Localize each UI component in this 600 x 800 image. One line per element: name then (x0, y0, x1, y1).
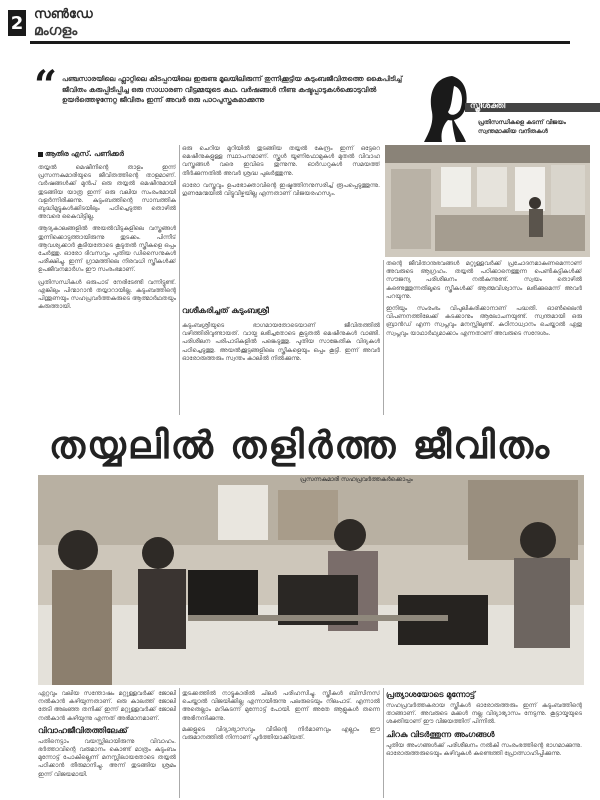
paragraph: പുതിയ അംഗങ്ങൾക്ക് പരിശീലനം നൽകി സംരംഭത്തിന്റെ ഭാഗമാക്കുന്നു. ഓരോരുത്തരുടെയും കഴിവുകൾ കണ്ടെത്തി പ്രോത്സാഹിപ്പിക്കുന്നു. (386, 741, 582, 757)
paragraph: മക്കളുടെ വിദ്യാഭ്യാസവും വീടിന്റെ നിർമാണവും എല്ലാം ഈ വരുമാനത്തിൽ നിന്നാണ് പൂർത്തിയാക്കിയത്. (182, 725, 380, 742)
article-column-2 (182, 145, 380, 267)
paragraph: തയ്യൽ മെഷീനിന്റെ താളം ഇന്ന് പ്രസന്നകുമാരിയുടെ ജീവിതത്തിന്റെ താളമാണ്. വർഷങ്ങൾക്ക് മുൻപ് ഒരു തയ്യൽ മെഷീനുമായി തുടങ്ങിയ യാത്ര ഇന്ന് ഒരു വലിയ സംരംഭമായി വളർന്നിരിക്കുന്നു. കുടുംബത്തിന്റെ സാമ്പത്തിക ബുദ്ധിമുട്ടുകൾക്കിടയിലും പഠിച്ചെടുത്ത തൊഴിൽ അവരെ കൈവിട്ടില്ല. (38, 164, 176, 221)
shop-photo-image (385, 145, 590, 257)
paragraph: തുടക്കത്തിൽ നാട്ടുകാരിൽ ചിലർ പരിഹസിച്ചു. സ്ത്രീകൾ ബിസിനസ് ചെയ്താൽ വിജയിക്കില്ല എന്നായിരുന്നു പലരുടെയും നിലപാട്. എന്നാൽ അതെല്ലാം മറികടന്ന് മുന്നോട്ട് പോയി. ഇന്ന് അതേ ആളുകൾ തന്നെ അഭിനന്ദിക്കുന്നു. (182, 690, 380, 722)
article-column-1 (38, 164, 176, 416)
quote-mark-icon: “ (34, 62, 58, 109)
column-rule (383, 688, 384, 798)
photo-caption: പ്രസന്നകുമാരി സഹപ്രവർത്തകർക്കൊപ്പം (300, 476, 413, 483)
column-rule (179, 688, 180, 798)
paragraph: പതിനെട്ടാം വയസ്സിലായിരുന്നു വിവാഹം. ഭർത്താവിന്റെ വരുമാനം കൊണ്ട് മാത്രം കുടുംബം മുന്നോട്ട് പോകില്ലെന്ന് മനസ്സിലായതോടെ തയ്യൽ പഠിക്കാൻ തീരുമാനിച്ചു. അന്ന് തുടങ്ങിയ ശ്രമം ഇന്ന് വിജയമായി. (38, 737, 176, 778)
column-rule (383, 260, 384, 415)
shop-photo (385, 145, 590, 257)
paragraph: ഓരോ വസ്ത്രവും ഉപഭോക്താവിന്റെ ഇഷ്ടത്തിനനുസരിച്ച് രൂപപ്പെടുത്തുന്നു. ഗുണമേന്മയിൽ വിട്ടുവീഴ്ചയില്ല എന്നതാണ് വിജയരഹസ്യം. (182, 181, 380, 198)
article-column-3 (386, 260, 582, 412)
masthead (30, 5, 570, 44)
column-rule (179, 145, 180, 415)
article-column-2b (182, 322, 380, 412)
tailoring-photo-image (38, 475, 584, 685)
subhead: ചിറകു വിടർത്തുന്ന അംഗങ്ങൾ (386, 729, 495, 739)
brand-line-2: മംഗളം (34, 23, 78, 39)
paragraph: സഹപ്രവർത്തകരായ സ്ത്രീകൾ ഓരോരുത്തരും ഇന്ന് കുടുംബത്തിന്റെ താങ്ങാണ്. അവരുടെ മക്കൾ നല്ല വിദ്യാഭ്യാസം നേടുന്നു. കൂട്ടായ്മയുടെ ശക്തിയാണ് ഈ വിജയത്തിന് പിന്നിൽ. (386, 702, 582, 726)
paragraph: തന്റെ ജീവിതാനുഭവങ്ങൾ മറ്റുള്ളവർക്ക് പ്രചോദനമാകണമെന്നാണ് അവരുടെ ആഗ്രഹം. തയ്യൽ പഠിക്കാനെത്തുന്ന പെൺകുട്ടികൾക്ക് സൗജന്യ പരിശീലനം നൽകുന്നുണ്ട്. സ്വയം തൊഴിൽ കണ്ടെത്തുന്നതിലൂടെ സ്ത്രീകൾക്ക് ആത്മവിശ്വാസം ലഭിക്കുമെന്ന് അവർ പറയുന്നു. (386, 260, 582, 300)
subhead: വശീകരിച്ചത് കുടുംബശ്രീ (182, 306, 269, 315)
paragraph: ഒരു ചെറിയ മുറിയിൽ തുടങ്ങിയ തയ്യൽ കേന്ദ്രം ഇന്ന് ഒട്ടേറെ മെഷീനുകളുള്ള സ്ഥാപനമാണ്. സ്കൂൾ യൂണിഫോമുകൾ മുതൽ വിവാഹ വസ്ത്രങ്ങൾ വരെ ഇവിടെ തുന്നുന്നു. ഓർഡറുകൾ സമയത്ത് തീർക്കുന്നതിൽ അവർ ശ്രദ്ധ പുലർത്തുന്നു. (182, 145, 380, 177)
brand-line-1: സൺഡേ (34, 7, 93, 22)
subhead: വിവാഹജീവിതത്തിലേക്ക് (38, 725, 128, 735)
tailoring-photo (38, 475, 584, 685)
byline-bullet-icon (38, 152, 43, 157)
paragraph: പ്രതിസന്ധികൾ ഒരുപാട് നേരിടേണ്ടി വന്നിട്ടുണ്ട്. എങ്കിലും പിന്മാറാൻ തയ്യാറായില്ല. കുടുംബത്തിന്റെ പിന്തുണയും സഹപ്രവർത്തകരുടെ ആത്മാർഥതയും കരുത്തായി. (38, 278, 176, 311)
intro-deck: പഞ്ചസാരയിലെ ഫ്ലാറ്റിലെ കിടപ്പറയിലെ ഇരുണ്ട മൂലയിലിരുന്ന് തുന്നിക്കൂട്ടിയ കുടുംബജീവിതത്തെ കൈപിടിച്ച് ജീവിതം കരുപ്പിടിപ്പിച്ച ഒരു സാധാരണ വീട്ടമ്മയുടെ കഥ. വർഷങ്ങൾ നീണ്ട കഷ്ടപ്പാടുകൾക്കൊടുവിൽ ഉയർത്തെഴുന്നേറ്റ ജീവിതം ഇന്ന് അവർ ഒരു പാഠപുസ്തകമാക്കുന്നു (62, 75, 403, 104)
main-headline: തയ്യലിൽ തളിർത്ത ജീവിതം (48, 422, 552, 467)
subhead: പ്രത്യാശയോടെ മുന്നോട്ട് (386, 690, 476, 699)
bottom-column-3 (386, 690, 582, 798)
bottom-column-2 (182, 690, 380, 798)
side-feature-title: സ്ത്രീശക്തി (470, 101, 506, 110)
side-feature-subtitle: പ്രതിസന്ധികളെ കടന്ന് വിജയം സ്വന്തമാക്കിയ വനിതകൾ (478, 119, 566, 135)
byline: ആതിര എസ്. പണിക്കർ (45, 150, 124, 158)
bottom-column-1 (38, 690, 176, 798)
paragraph: കുടുംബശ്രീയുടെ ഭാഗമായതോടെയാണ് ജീവിതത്തിൽ വഴിത്തിരിവുണ്ടായത്. വായ്പ ലഭിച്ചതോടെ കൂടുതൽ മെഷീനുകൾ വാങ്ങി. പരിശീലന പരിപാടികളിൽ പങ്കെടുത്തു. പുതിയ സാങ്കേതിക വിദ്യകൾ പഠിച്ചെടുത്തു. അയൽക്കൂട്ടങ്ങളിലെ സ്ത്രീകളെയും ഒപ്പം കൂട്ടി. ഇന്ന് അവർ ഓരോരുത്തരും സ്വന്തം കാലിൽ നിൽക്കുന്നു. (182, 322, 380, 362)
paragraph: ആദ്യകാലങ്ങളിൽ അയൽവീടുകളിലെ വസ്ത്രങ്ങൾ തുന്നിക്കൊടുത്തായിരുന്നു തുടക്കം. പിന്നീട് ആവശ്യക്കാർ കൂടിയതോടെ കൂടുതൽ സ്ത്രീകളെ ഒപ്പം ചേർത്തു. ഓരോ ദിവസവും പുതിയ ഡിസൈനുകൾ പരീക്ഷിച്ചു. ഇന്ന് ഗ്രാമത്തിലെ നിരവധി സ്ത്രീകൾക്ക് ഉപജീവനമാർഗം ഈ സംരംഭമാണ്. (38, 225, 176, 274)
paragraph: ഇനിയും സംരംഭം വിപുലീകരിക്കാനാണ് പദ്ധതി. ഓൺലൈൻ വിപണനത്തിലേക്ക് കടക്കാനും ആലോചനയുണ്ട്. സ്വന്തമായി ഒരു ബ്രാൻഡ് എന്ന സ്വപ്നവും മനസ്സിലുണ്ട്. കഠിനാധ്വാനം ചെയ്താൽ ഏതു സ്വപ്നവും യാഥാർഥ്യമാക്കാം എന്നതാണ് അവരുടെ സന്ദേശം. (386, 305, 582, 337)
paragraph: ഏറ്റവും വലിയ സന്തോഷം മറ്റുള്ളവർക്ക് ജോലി നൽകാൻ കഴിയുന്നതാണ്. ഒരു കാലത്ത് ജോലി തേടി അലഞ്ഞ തനിക്ക് ഇന്ന് മറ്റുള്ളവർക്ക് ജോലി നൽകാൻ കഴിയുന്നു എന്നത് അഭിമാനമാണ്. (38, 690, 176, 722)
page-number: 2 (8, 10, 26, 36)
